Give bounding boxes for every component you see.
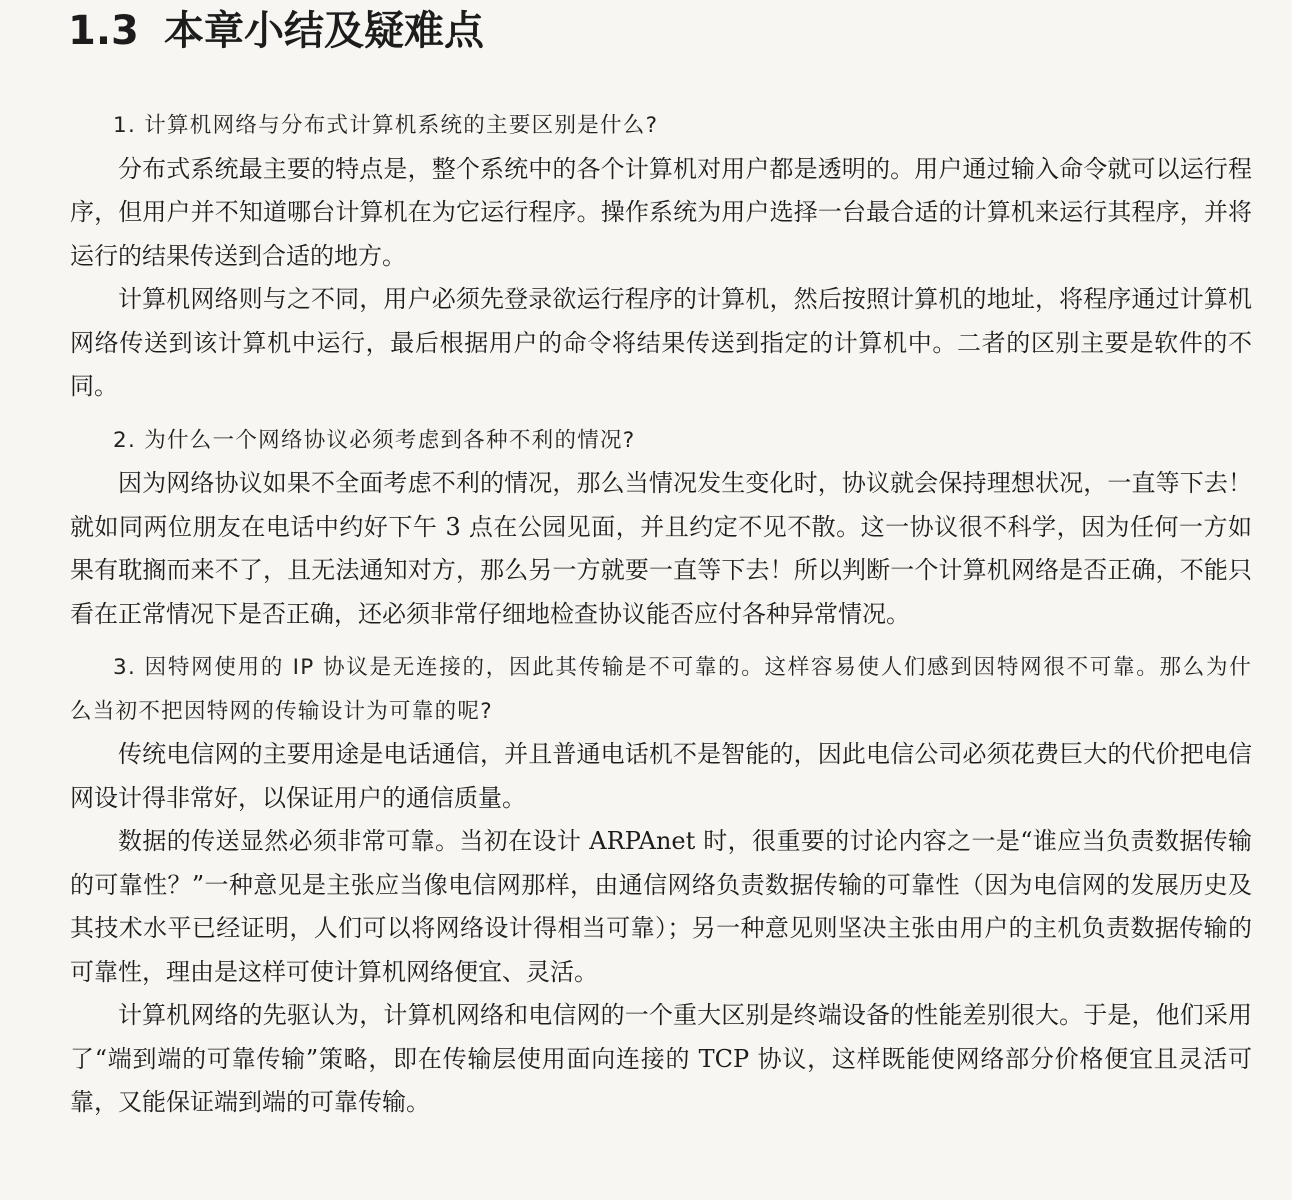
question-1: 1. 计算机网络与分布式计算机系统的主要区别是什么?: [113, 113, 659, 138]
answer-2-paragraph-1: 因为网络协议如果不全面考虑不利的情况，那么当情况发生变化时，协议就会保持理想状况，一直等下去！就如同两位朋友在电话中约好下午 3 点在公园见面，并且约定不见不散。这一协议很不科学，因为任何一方如果有耽搁而来不了，且无法通知对方，那么另一方就要一直等下去！所以判断一个计算机网络是否正确，不能只看在正常情况下是否正确，还必须非常仔细地检查协议能否应付各种异常情况。: [70, 469, 1252, 628]
section-heading: [68, 6, 484, 56]
section-title: 本章小结及疑难点: [164, 8, 484, 54]
section-number: 1.3: [68, 8, 139, 54]
answer-1-paragraph-1: 分布式系统最主要的特点是，整个系统中的各个计算机对用户都是透明的。用户通过输入命令就可以运行程序，但用户并不知道哪台计算机在为它运行程序。操作系统为用户选择一台最合适的计算机来运行其程序，并将运行的结果传送到合适的地方。: [70, 154, 1252, 270]
answer-3-paragraph-1: 传统电信网的主要用途是电话通信，并且普通电话机不是智能的，因此电信公司必须花费巨大的代价把电信网设计得非常好，以保证用户的通信质量。: [70, 740, 1252, 812]
question-3: 3. 因特网使用的 IP 协议是无连接的，因此其传输是不可靠的。这样容易使人们感到因特网很不可靠。那么为什么当初不把因特网的传输设计为可靠的呢?: [70, 655, 1252, 724]
question-2: 2. 为什么一个网络协议必须考虑到各种不利的情况?: [113, 427, 636, 453]
answer-3-paragraph-2: 数据的传送显然必须非常可靠。当初在设计 ARPAnet 时，很重要的讨论内容之一是“谁应当负责数据传输的可靠性？”一种意见是主张应当像电信网那样，由通信网络负责数据传输的可靠性（因为电信网的发展历史及其技术水平已经证明，人们可以将网络设计得相当可靠）；另一种意见则坚决主张由用户的主机负责数据传输的可靠性，理由是这样可使计算机网络便宜、灵活。: [70, 827, 1252, 986]
answer-1-paragraph-2: 计算机网络则与之不同，用户必须先登录欲运行程序的计算机，然后按照计算机的地址，将程序通过计算机网络传送到该计算机中运行，最后根据用户的命令将结果传送到指定的计算机中。二者的区别主要是软件的不同。: [70, 285, 1252, 400]
section-body: [70, 104, 1252, 1125]
answer-3-paragraph-3: 计算机网络的先驱认为，计算机网络和电信网的一个重大区别是终端设备的性能差别很大。于是，他们采用了“端到端的可靠传输”策略，即在传输层使用面向连接的 TCP 协议，这样既能使网络部分价格便宜且灵活可靠，又能保证端到端的可靠传输。: [70, 1001, 1252, 1116]
